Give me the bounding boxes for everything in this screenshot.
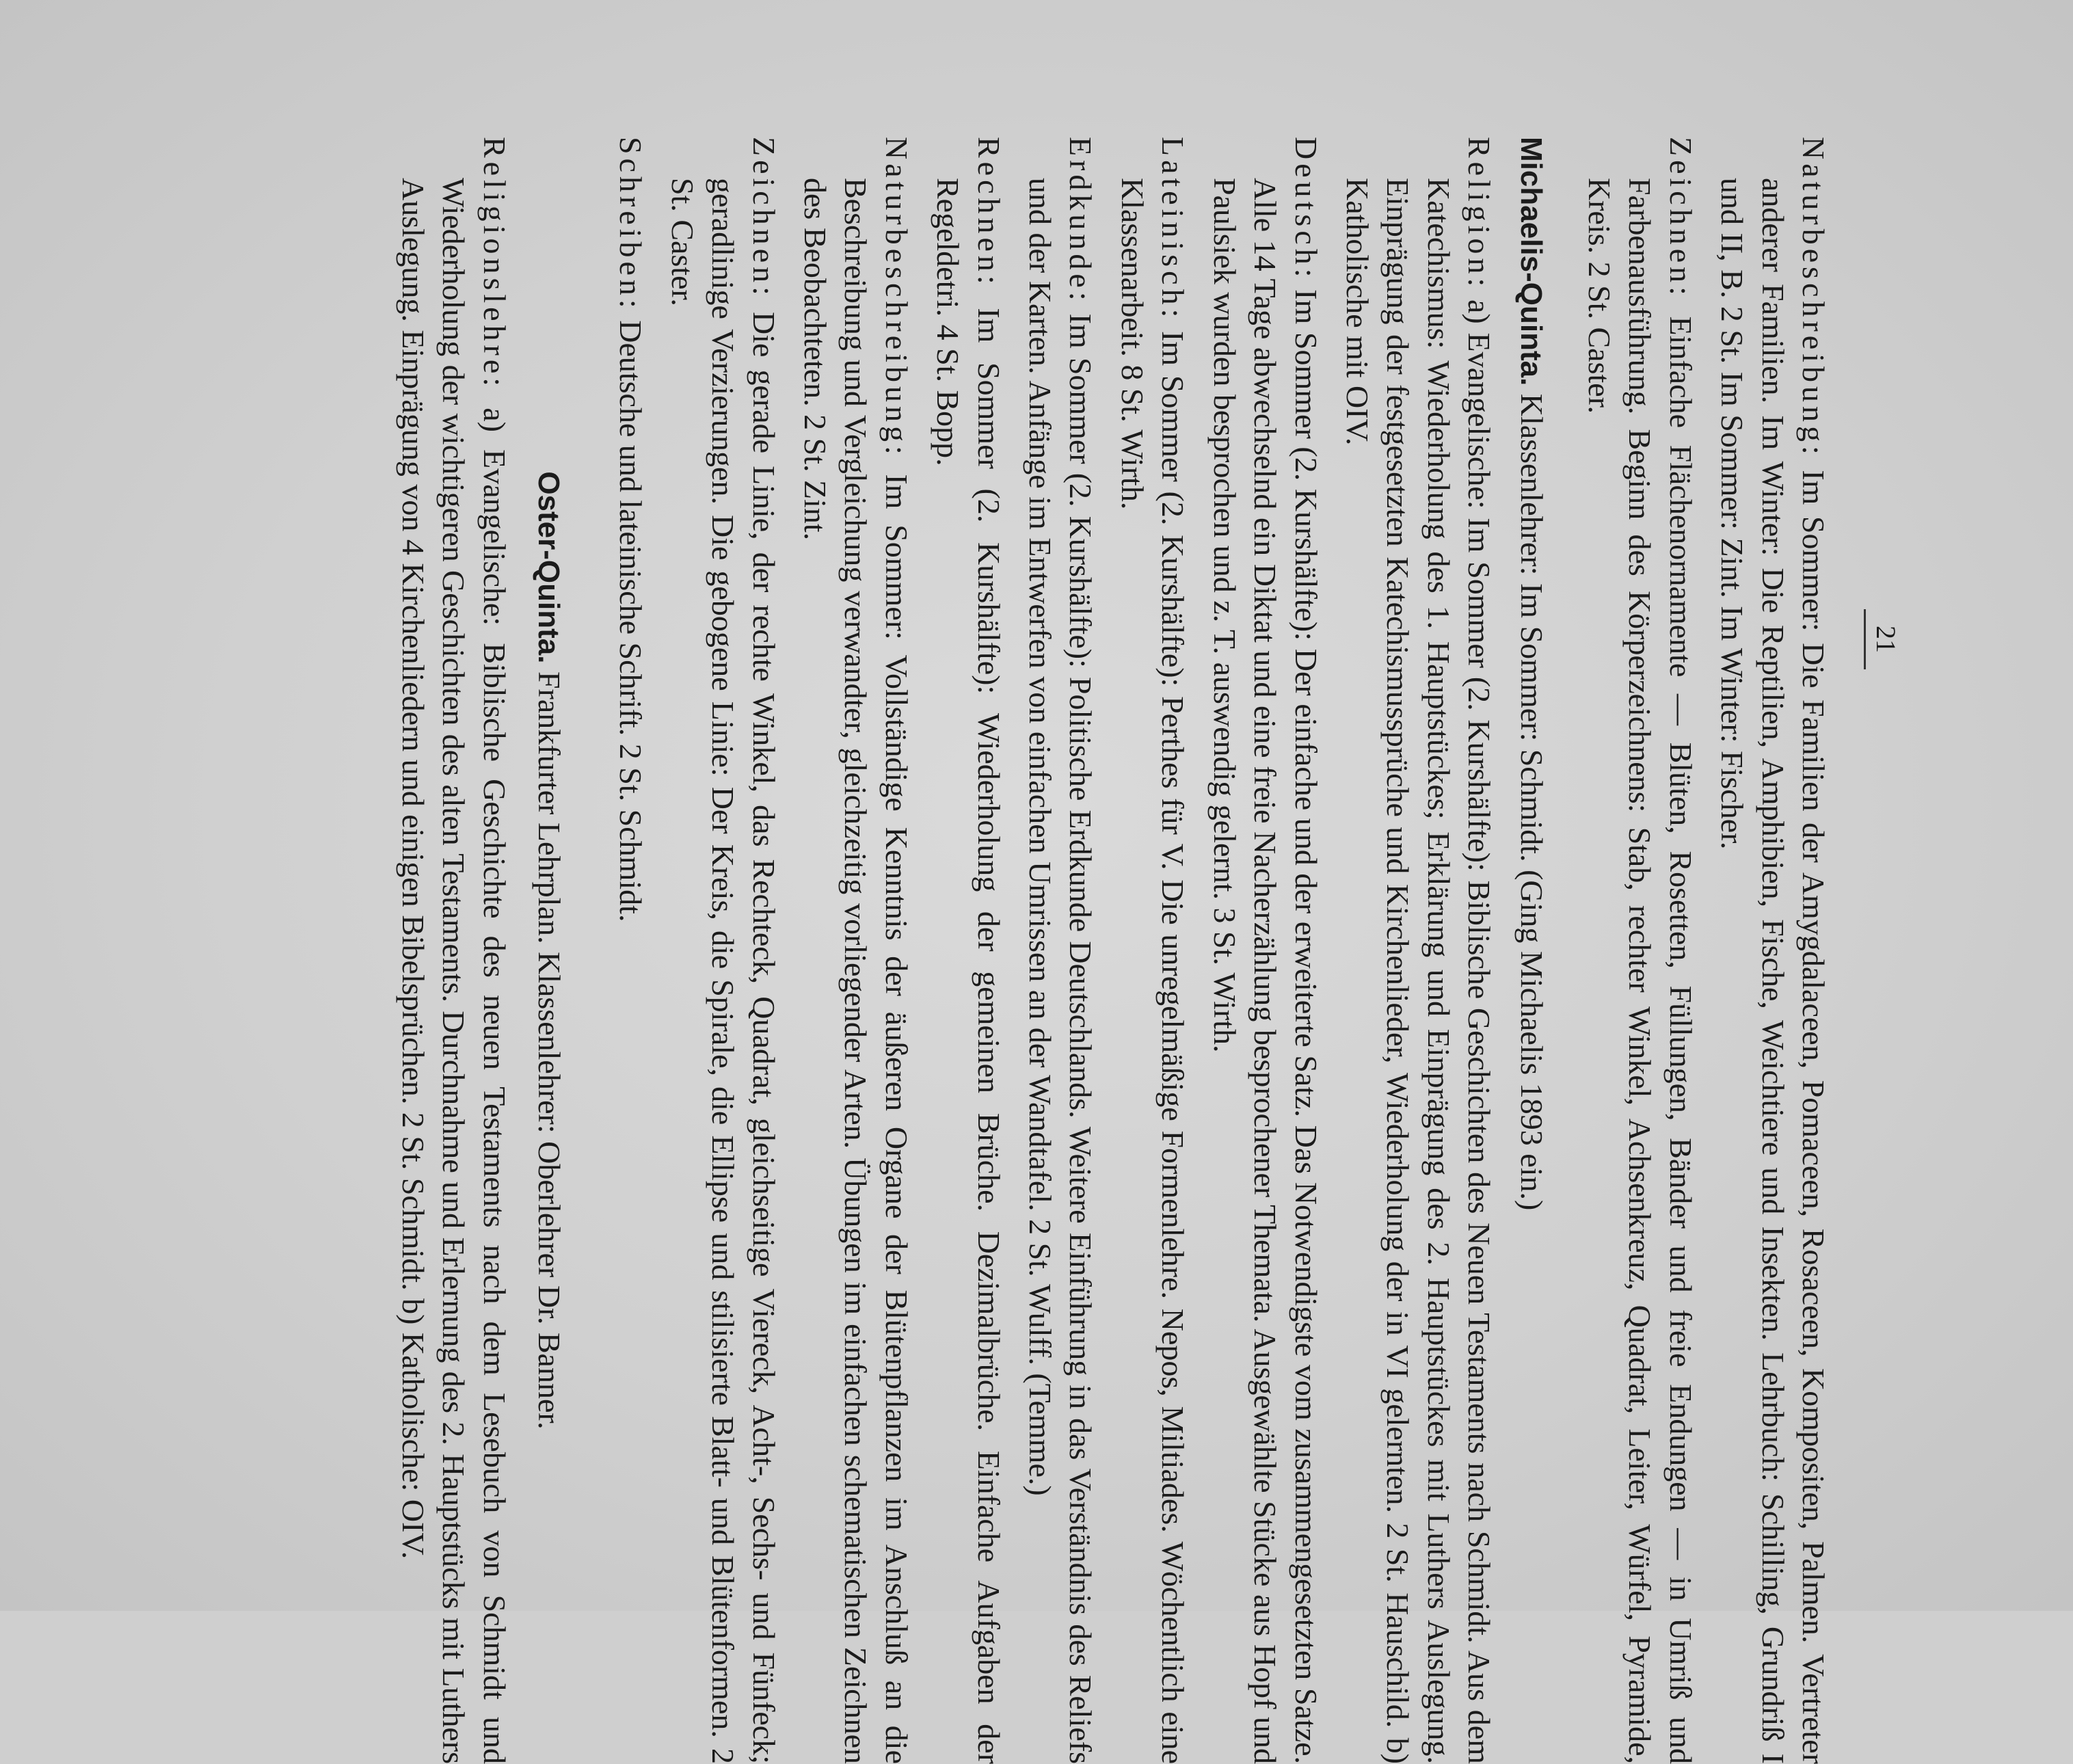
- paragraph-text: Einfache Flächenornamente — Blüten, Rosetten, Füllungen, Bänder und freie Endungen — in Umriß und Farbenausführung. Beginn des Körperzeichnens: Stab, rechter Winkel, Achsenkreuz, Quadrat, Leiter, Würfel, Pyramide, Kreis. 2 St. Caster.: [1581, 178, 1698, 1764]
- paragraph-naturbeschreibung: [795, 137, 917, 1764]
- subject-label: Religionslehre:: [477, 137, 512, 391]
- paragraph-text: Im Sommer (2. Kurshälfte): Wiederholung der gemeinen Brüche. Dezimalbrüche. Einfache Aufgaben der Regeldetri. 4 St. Bopp.: [931, 178, 1006, 1764]
- section-subtitle: Frankfurter Lehrplan. Klassenlehrer: Oberlehrer Dr. Banner.: [532, 671, 567, 1430]
- paragraph-schreiben: [611, 137, 651, 1764]
- page-body: [392, 137, 1834, 1764]
- subject-label: Zeichnen:: [746, 137, 781, 299]
- paragraph-erdkunde: [1020, 137, 1101, 1764]
- paragraph-text: Die gerade Linie, der rechte Winkel, das Rechteck, Quadrat, gleichseitige Viereck, Acht-, Sechs- und Fünfeck; geradlinige Verzierungen. Die gebogene Linie: Der Kreis, die Spirale, die Ellipse und stilisierte Blatt- und Blütenformen. 2 St. Caster.: [665, 178, 781, 1764]
- paragraph-text: Im Sommer: Die Familien der Amygdalaceen, Pomaceen, Rosaceen, Kompositen, Palmen. Vertreter anderer Familien. Im Winter: Die Reptilien, Amphibien, Fische, Weichtiere und Insekten. Lehrbuch: Schilling, Grundriß I und II, B. 2 St. Im Sommer: Zint. Im Winter: Fischer.: [1715, 178, 1831, 1764]
- subject-label: Deutsch:: [1288, 137, 1324, 282]
- paragraph-lateinisch: [1112, 137, 1194, 1764]
- paragraph-text: Im Sommer: Vollständige Kenntnis der äußeren Organe der Blütenpflanzen im Anschluß an die Beschreibung und Vergleichung verwandter, gleichzeitig vorliegender Arten. Übungen im einfachen schematischen Zeichnen des Beobachteten. 2 St. Zint.: [798, 178, 914, 1764]
- paragraph-rechnen: [928, 137, 1009, 1764]
- subject-label: Naturbeschreibung:: [879, 137, 914, 459]
- paragraph-zeichnen: [1579, 137, 1701, 1764]
- section-title: Oster-Quinta.: [532, 471, 566, 664]
- paragraph-religion: [1337, 137, 1500, 1764]
- page-number: 21: [1864, 609, 1902, 669]
- paragraph-text: Deutsche und lateinische Schrift. 2 St. Schmidt.: [613, 320, 649, 922]
- oster-heading: [529, 137, 570, 1764]
- paragraph-text: a) Evangelische: Im Sommer (2. Kurshälfte): Biblische Geschichten des Neuen Testaments nach Schmidt. Aus dem Katechismus: Wiederholung des 1. Hauptstückes; Erklärung und Einprägung des 2. Hauptstückes mit Luthers Auslegung. Einprägung der festgesetzten Katechismussprüche und Kirchenlieder, Wiederholung der in VI gelernten. 2 St. Hauschild. b) Katholische mit OIV.: [1339, 178, 1497, 1764]
- michaelis-heading: [1510, 137, 1551, 1764]
- paragraph-text: Im Sommer (2. Kurshälfte): Der einfache und der erweiterte Satz. Das Notwendigste vom zusammengesetzten Satze. Alle 14 Tage abwechselnd ein Diktat und eine freie Nacherzählung besprochener Themata. Ausgewählte Stücke aus Hopf und Paulsiek wurden besprochen und z. T. auswendig gelernt. 3 St. Wirth.: [1207, 178, 1324, 1764]
- oster-section: [392, 137, 514, 1764]
- paragraph-zeichnen: [662, 137, 784, 1764]
- subject-label: Rechnen:: [971, 137, 1006, 289]
- top-section: [1579, 137, 1834, 1764]
- paragraph-religionslehre: [392, 137, 514, 1764]
- subject-label: Zeichnen:: [1663, 137, 1698, 299]
- paragraph-naturbeschreibung: [1712, 137, 1834, 1764]
- page-number-area: [1864, 0, 1902, 1279]
- paragraph-text: Im Sommer (2. Kurshälfte): Politische Erdkunde Deutschlands. Weitere Einführung in das Verständnis des Reliefs und der Karten. Anfänge im Entwerfen von einfachen Umrissen an der Wandtafel. 2 St. Wulff. (Temme.): [1023, 178, 1099, 1764]
- michaelis-section: [611, 137, 1499, 1764]
- subject-label: Schreiben:: [613, 137, 649, 312]
- paragraph-text: a) Evangelische: Biblische Geschichte des neuen Testaments nach dem Lesebuch von Schmidt und Wiederholung der wichtigeren Geschichten des alten Testaments. Durchnahme und Erlernung des 2. Hauptstücks mit Luthers Auslegung. Einprägung von 4 Kirchenliedern und einigen Bibelsprüchen. 2 St. Schmidt. b) Katholische: OIV.: [395, 178, 512, 1764]
- paragraph-deutsch: [1204, 137, 1326, 1764]
- subject-label: Erdkunde:: [1063, 137, 1099, 305]
- section-subtitle: Klassenlehrer: Im Sommer: Schmidt. (Ging Michaelis 1893 ein.): [1514, 393, 1549, 1211]
- subject-label: Naturbeschreibung:: [1796, 137, 1831, 459]
- paragraph-text: Im Sommer (2. Kurshälfte): Perthes für V. Die unregelmäßige Formenlehre. Nepos, Miltiades. Wöchentlich eine Klassenarbeit. 8 St. Wirth.: [1114, 178, 1191, 1764]
- subject-label: Lateinisch:: [1155, 137, 1191, 322]
- subject-label: Religion:: [1462, 137, 1497, 291]
- section-title: Michaelis-Quinta.: [1514, 137, 1548, 386]
